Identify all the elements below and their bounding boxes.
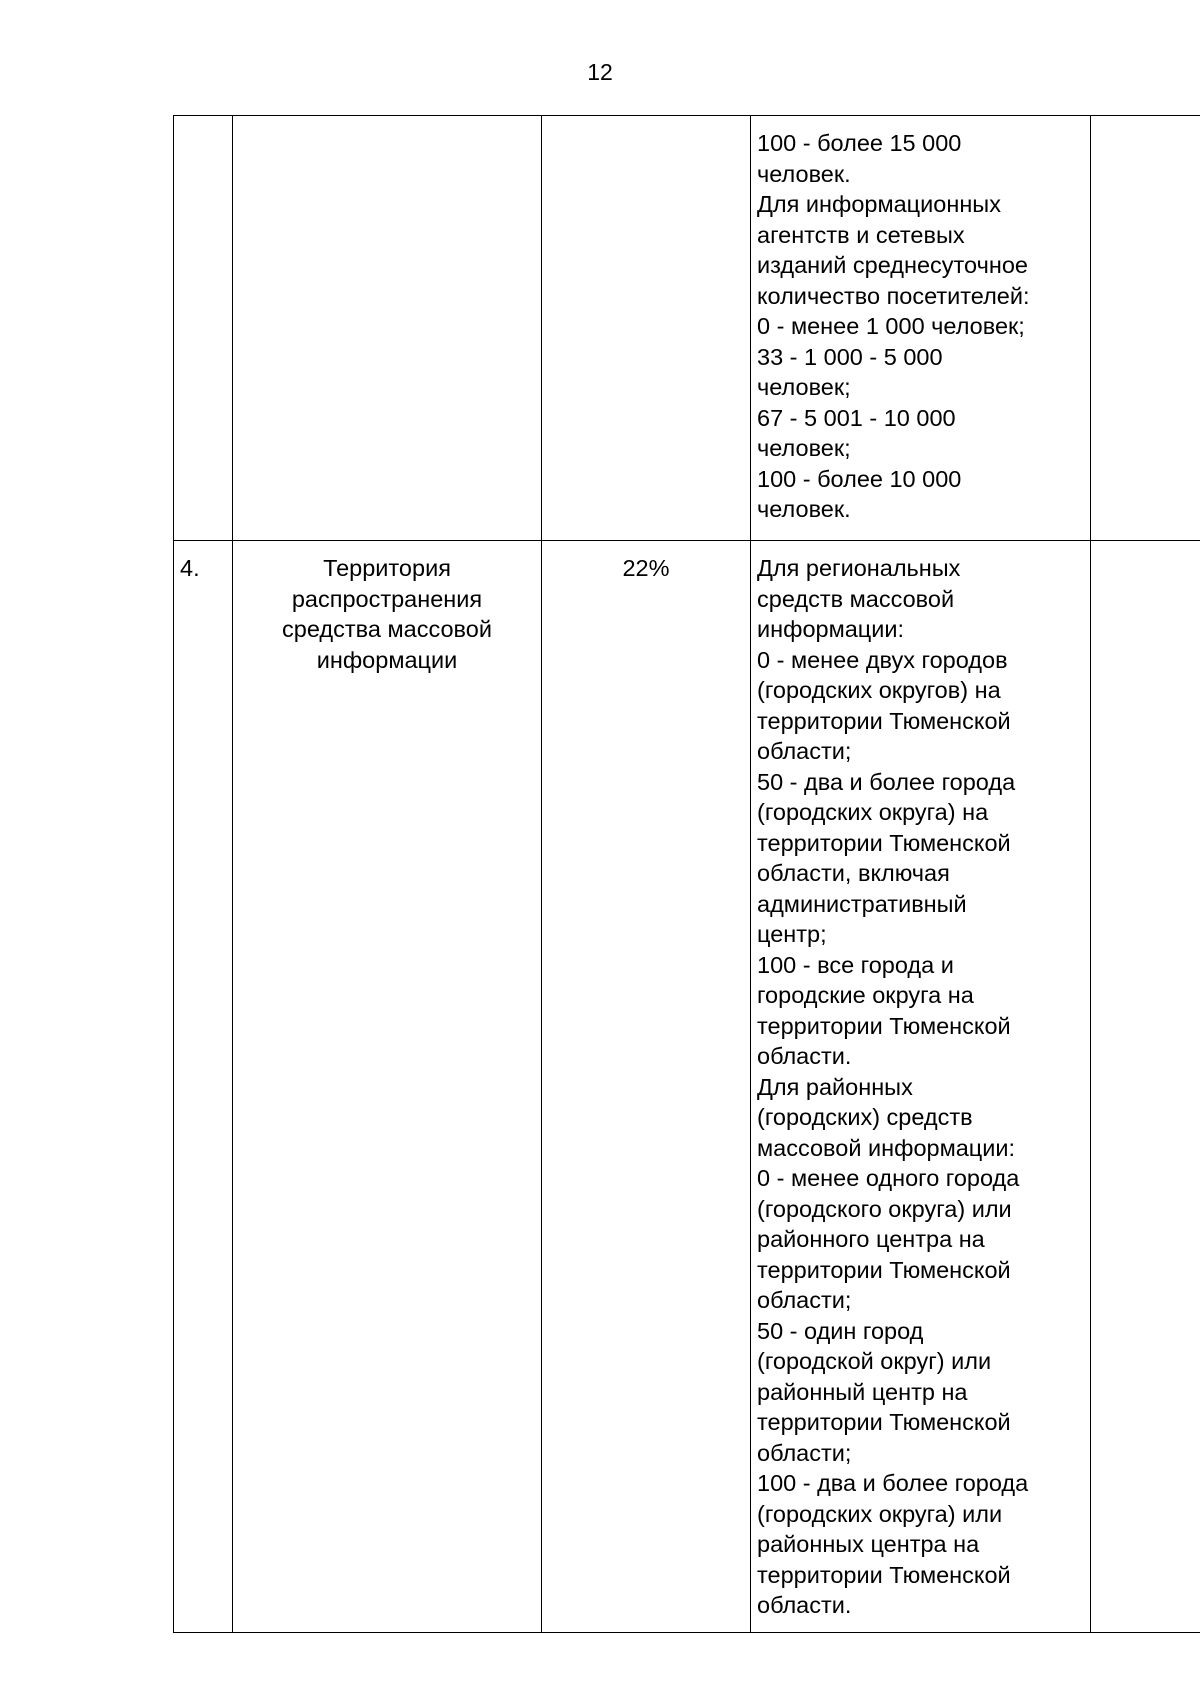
criterion-description-cell: [751, 541, 1091, 1633]
description-line: 100 - более 15 000: [757, 130, 962, 156]
description-line: человек;: [757, 435, 851, 461]
description-line: территории Тюменской: [757, 1012, 1011, 1039]
description-line: городские округа на: [757, 982, 974, 1008]
table-row-4: [174, 541, 1200, 1633]
description-line: 33 - 1 000 - 5 000: [757, 343, 943, 370]
description-line: территории Тюменской: [757, 1256, 1011, 1283]
description-line: (городских округа) или: [757, 1500, 1003, 1527]
description-line: человек.: [757, 496, 851, 522]
description-line: (городской округ) или: [757, 1348, 992, 1374]
empty-cell: [1091, 541, 1200, 1633]
description-line: 50 - два и более города: [757, 768, 1016, 795]
description-line: территории Тюменской: [757, 829, 1011, 856]
description-line: 50 - один город: [757, 1317, 924, 1344]
description-line: области, включая: [757, 860, 950, 886]
criterion-name-cell: [233, 541, 542, 1633]
description-line: человек.: [757, 160, 851, 187]
description-line: 0 - менее двух городов: [757, 646, 1008, 673]
description-line: области.: [757, 1043, 852, 1069]
description-line: административный: [757, 890, 967, 917]
description-line: (городских округа) на: [757, 799, 989, 825]
description-line: массовой информации:: [757, 1134, 1016, 1161]
description-line: 100 - более 10 000: [757, 465, 962, 492]
description-line: районного центра на: [757, 1226, 985, 1252]
description-line: (городских округов) на: [757, 677, 1001, 703]
description-line: информации:: [757, 616, 905, 642]
page-number: 12: [587, 59, 613, 85]
criterion-name-line: средства массовой: [282, 616, 492, 642]
description-line: области.: [757, 1592, 852, 1618]
criterion-weight-cell: [542, 116, 751, 541]
description-line: 100 - все города и: [757, 951, 954, 978]
row-number-cell: 4.: [174, 541, 233, 1633]
table-row-continuation: [174, 116, 1200, 541]
description-line: центр;: [757, 921, 827, 947]
row-number-cell: [174, 116, 233, 541]
criterion-name-cell: [233, 116, 542, 541]
description-line: районных центра на: [757, 1531, 980, 1557]
description-line: (городских) средств: [757, 1104, 973, 1130]
criterion-weight-cell: 22%: [542, 541, 751, 1633]
description-line: Для районных: [757, 1073, 913, 1100]
description-line: Для региональных: [757, 555, 961, 581]
criteria-table: [173, 115, 1200, 1633]
description-line: изданий среднесуточное: [757, 252, 1028, 278]
description-line: (городского округа) или: [757, 1195, 1012, 1222]
description-line: 67 - 5 001 - 10 000: [757, 404, 956, 431]
description-line: области;: [757, 1439, 852, 1466]
description-line: области;: [757, 738, 852, 764]
criterion-name-line: информации: [316, 646, 458, 673]
criterion-description-cell: [751, 116, 1091, 541]
description-line: количество посетителей:: [757, 282, 1030, 309]
empty-cell: [1091, 116, 1200, 541]
description-line: агентств и сетевых: [757, 221, 965, 248]
criterion-name-line: распространения: [291, 585, 483, 612]
description-line: 100 - два и более города: [757, 1470, 1029, 1496]
description-line: районный центр на: [757, 1378, 968, 1405]
description-line: Для информационных: [757, 191, 1001, 217]
description-line: территории Тюменской: [757, 1409, 1011, 1435]
description-line: территории Тюменской: [757, 707, 1011, 734]
criterion-name-line: Территория: [323, 555, 451, 581]
description-line: 0 - менее одного города: [757, 1165, 1020, 1191]
description-line: человек;: [757, 374, 851, 400]
description-line: средств массовой: [757, 585, 955, 612]
description-line: области;: [757, 1287, 852, 1313]
description-line: территории Тюменской: [757, 1561, 1011, 1588]
description-line: 0 - менее 1 000 человек;: [757, 313, 1025, 339]
